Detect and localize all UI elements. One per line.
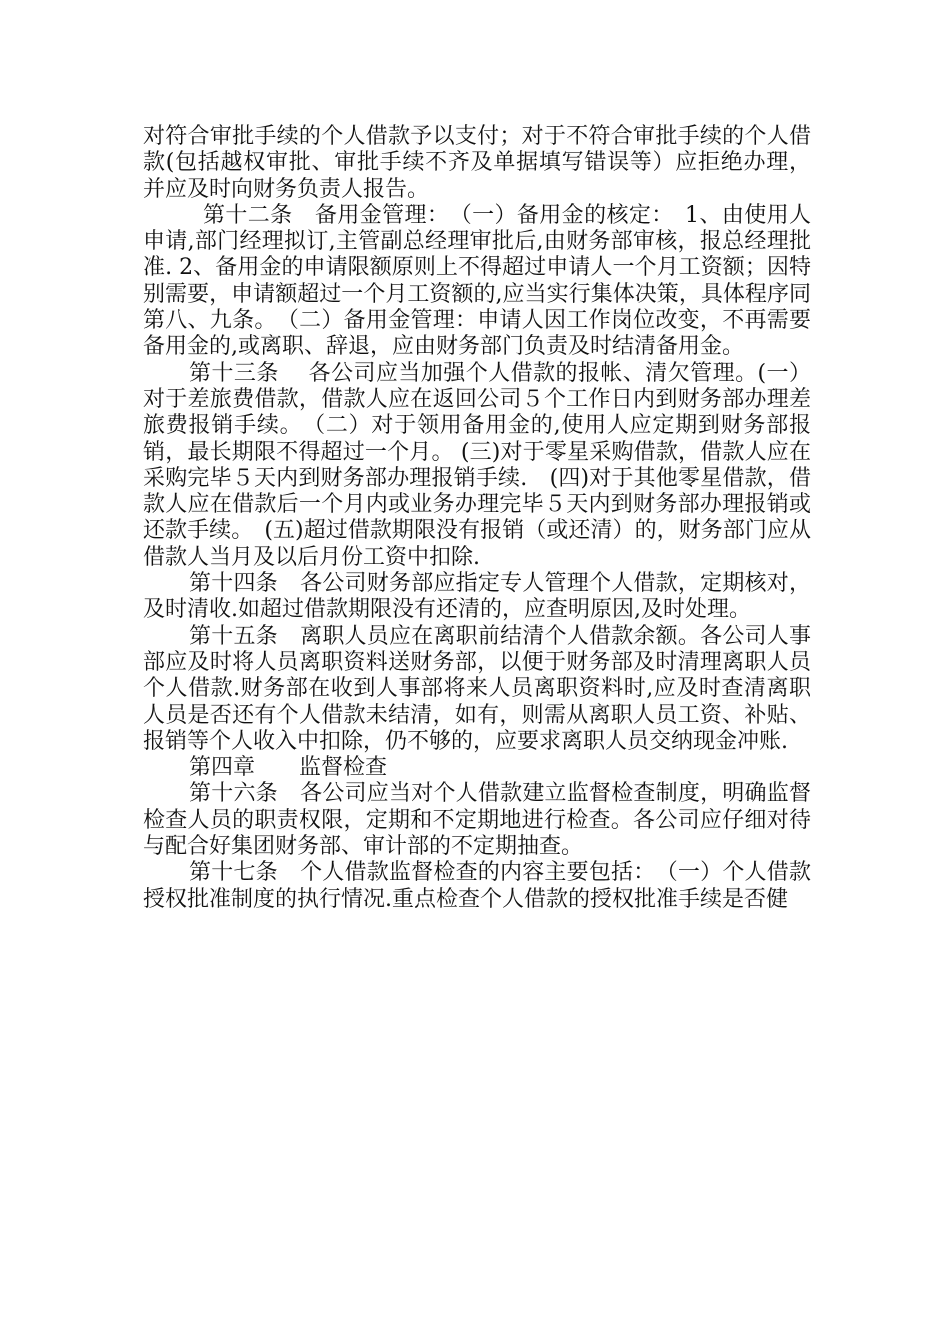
article-13-paragraph: 第十三条 各公司应当加强个人借款的报帐、清欠管理。(一）对于差旅费借款，借款人应在返回公司５个工作日内到财务部办理差旅费报销手续。 （二）对于领用备用金的,使用人应定期到财务部报销，最长期限不得超过一个月。 (三)对于零星采购借款，借款人应在采购完毕５天内到财务部办理报销手续. (四)对于其他零星借款，借款人应在借款后一个月内或业务办理完毕５天内到财务部办理报销或还款手续。 (五)超过借款期限没有报销（或还清）的，财务部门应从借款人当月及以后月份工资中扣除. — [143, 360, 811, 570]
article-14-paragraph: 第十四条 各公司财务部应指定专人管理个人借款，定期核对，及时清收.如超过借款期限没有还清的，应查明原因,及时处理。 — [143, 571, 811, 623]
article-17-paragraph: 第十七条 个人借款监督检查的内容主要包括： （一）个人借款授权批准制度的执行情况.重点检查个人借款的授权批准手续是否健 — [143, 860, 811, 912]
paragraph-continuation: 对符合审批手续的个人借款予以支付；对于不符合审批手续的个人借款(包括越权审批、审批手续不齐及单据填写错误等）应拒绝办理，并应及时向财务负责人报告。 — [143, 124, 811, 202]
article-12-paragraph: 第十二条 备用金管理： （一）备用金的核定： 1、由使用人申请,部门经理拟订,主管副总经理审批后,由财务部审核，报总经理批准. 2、备用金的申请限额原则上不得超过申请人一个月工资额；因特别需要，申请额超过一个月工资额的,应当实行集体决策，具体程序同第八、九条。 （二）备用金管理：申请人因工作岗位改变，不再需要备用金的,或离职、辞退，应由财务部门负责及时结清备用金。 — [143, 202, 811, 360]
document-body — [143, 124, 811, 913]
article-15-paragraph: 第十五条 离职人员应在离职前结清个人借款余额。各公司人事部应及时将人员离职资料送财务部，以便于财务部及时清理离职人员个人借款.财务部在收到人事部将来人员离职资料时,应及时查清离职人员是否还有个人借款未结清，如有，则需从离职人员工资、补贴、报销等个人收入中扣除，仍不够的，应要求离职人员交纳现金冲账. — [143, 623, 811, 754]
chapter-4-heading: 第四章 监督检查 — [189, 755, 388, 781]
article-16-paragraph: 第十六条 各公司应当对个人借款建立监督检查制度，明确监督检查人员的职责权限，定期和不定期地进行检查。各公司应仔细对待与配合好集团财务部、审计部的不定期抽查。 — [143, 781, 811, 860]
